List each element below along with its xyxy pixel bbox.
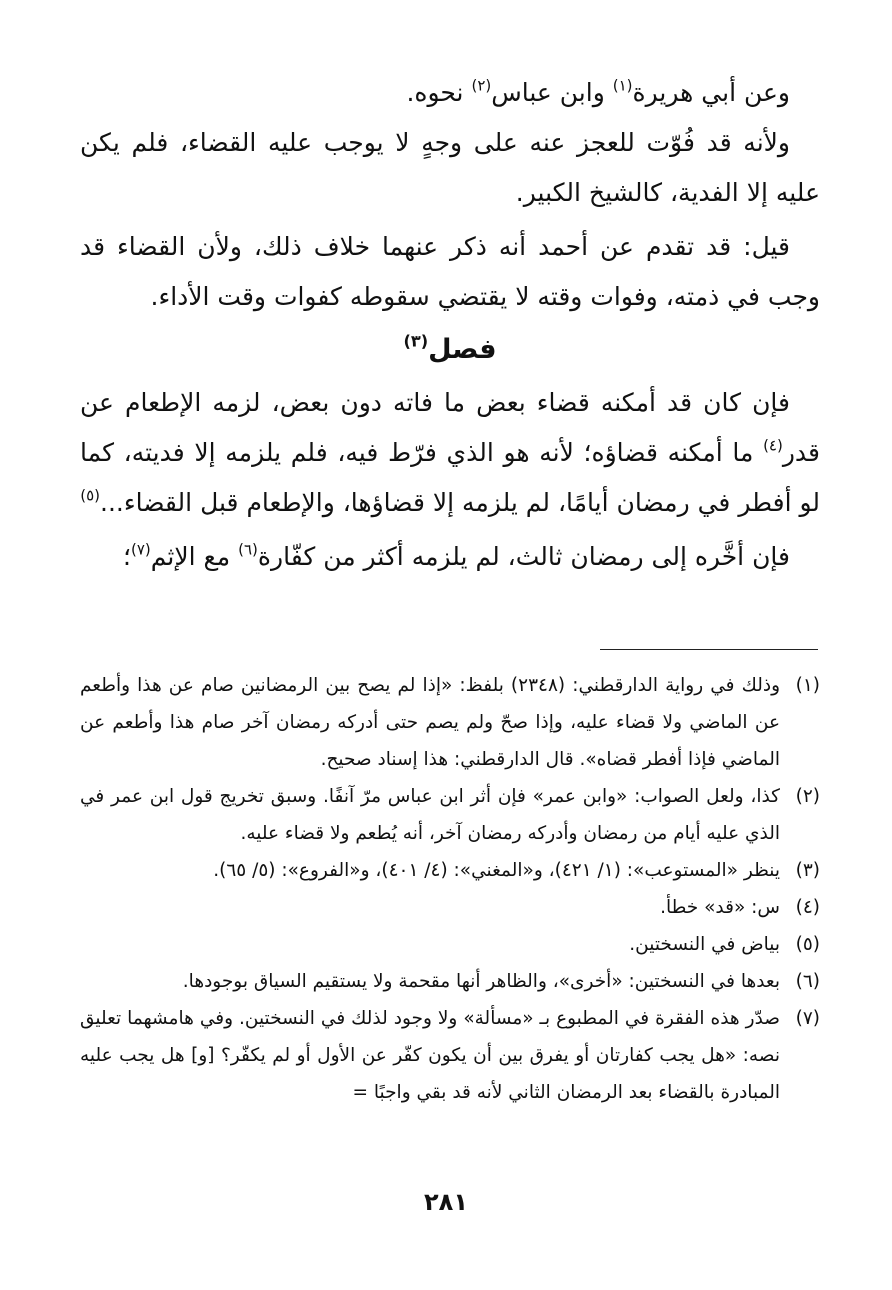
main-text (80, 68, 820, 582)
page-number: ٢٨١ (424, 1188, 468, 1216)
text-run: ؛ (123, 542, 131, 571)
footnote-item (80, 778, 820, 852)
text-run: مع الإثم (150, 542, 239, 571)
footnote-text: وذلك في رواية الدارقطني: (٢٣٤٨) بلفظ: «إذا لم يصح بين الرمضانين صام عن هذا وأطعم عن الماضي ولا قضاء عليه، وإذا صحّ ولم يصم حتى أدركه رمضان آخر صام هذا وأطعم عن الماضي فإذا أفطر قضاه». قال الدارقطني: هذا إسناد صحيح. (80, 675, 781, 770)
footnote-item (80, 667, 820, 778)
paragraph-2: ولأنه قد فُوّت للعجز عنه على وجهٍ لا يوجب عليه القضاء، فلم يكن عليه إلا الفدية، كالشيخ الكبير. (80, 128, 820, 207)
footnote-number: (٤) (795, 897, 820, 918)
footnote-number: (١) (795, 675, 820, 696)
footnote-ref-5[interactable]: (٥) (80, 486, 101, 505)
footnote-text: بياض في النسختين. (629, 934, 780, 955)
footnote-text: كذا، ولعل الصواب: «وابن عمر» فإن أثر ابن عباس مرّ آنفًا. وسبق تخريج قول ابن عمر في الذي عليه أيام من رمضان وأدركه رمضان آخر، أنه يُطعم ولا قضاء عليه. (80, 786, 780, 844)
paragraph-3: قيل: قد تقدم عن أحمد أنه ذكر عنهما خلاف ذلك، ولأن القضاء قد وجب في ذمته، وفوات وقته لا يقتضي سقوطه كفوات وقت الأداء. (80, 232, 820, 311)
footnote-ref-4[interactable]: (٤) (763, 436, 783, 455)
footnote-ref-6[interactable]: (٦) (238, 540, 258, 559)
text-run: ما أمكنه قضاؤه؛ لأنه هو الذي فرّط فيه، فلم يلزمه إلا فديته، كما لو أفطر في رمضان أيامًا، لم يلزمه إلا قضاؤها، والإطعام قبل القضاء... (80, 438, 820, 517)
footnote-number: (٧) (795, 1008, 820, 1029)
text-run: وابن عباس (491, 78, 613, 107)
footnotes (80, 667, 820, 1111)
footnote-number: (٢) (795, 786, 820, 807)
footnote-item (80, 889, 820, 926)
footnote-text: س: «قد» خطأ. (660, 897, 780, 918)
paragraph-4 (80, 378, 820, 528)
footnote-ref-3[interactable]: (٣) (403, 331, 429, 351)
footnote-item (80, 963, 820, 1000)
footnote-number: (٦) (795, 971, 820, 992)
footnote-number: (٣) (795, 860, 820, 881)
footnote-text: صدّر هذه الفقرة في المطبوع بـ «مسألة» ولا وجود لذلك في النسختين. وفي هامشهما تعليق نصه: «هل يجب كفارتان أو يفرق بين أن يكون كفّر عن الأول أو لم يكفّر؟ [و] هل يجب عليه المبادرة بالقضاء بعد الرمضان الثاني لأنه قد بقي واجبًا = (80, 1008, 780, 1103)
text-run: وعن أبي هريرة (632, 78, 790, 107)
paragraph-1 (80, 68, 820, 118)
footnote-text: ينظر «المستوعب»: (١/ ٤٢١)، و«المغني»: (٤/ ٤٠١)، و«الفروع»: (٥/ ٦٥). (213, 860, 780, 881)
text-run: فإن كان قد أمكنه قضاء بعض ما فاته دون بعض، لزمه الإطعام عن قدر (80, 388, 820, 467)
text-run: نحوه. (406, 78, 472, 107)
section-heading-text: فصل (428, 334, 497, 365)
footnote-item (80, 1000, 820, 1111)
footnote-ref-7[interactable]: (٧) (130, 540, 151, 559)
footnote-divider (600, 649, 818, 650)
section-heading (80, 322, 820, 378)
footnote-item (80, 852, 820, 889)
footnote-ref-1[interactable]: (١) (612, 76, 633, 95)
footnote-number: (٥) (795, 934, 820, 955)
paragraph-5 (80, 532, 820, 582)
footnote-text: بعدها في النسختين: «أخرى»، والظاهر أنها مقحمة ولا يستقيم السياق بوجودها. (182, 971, 780, 992)
footnote-item (80, 926, 820, 963)
text-run: فإن أخَّره إلى رمضان ثالث، لم يلزمه أكثر من كفّارة (257, 542, 790, 571)
footnote-ref-2[interactable]: (٢) (471, 76, 492, 95)
